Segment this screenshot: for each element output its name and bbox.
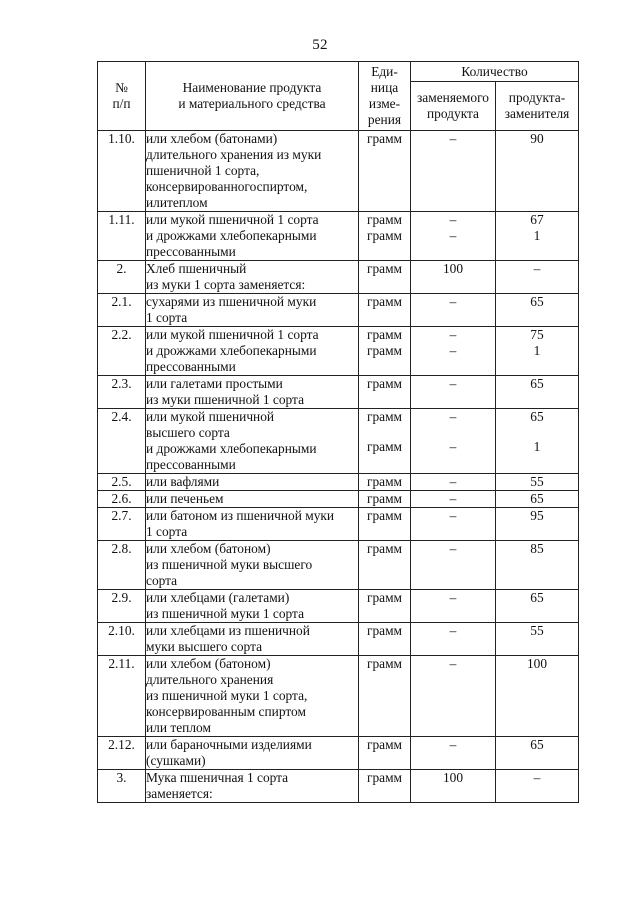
table-row [98,327,579,376]
unit-of-measure: грамм [359,770,411,803]
product-name: сухарями из пшеничной муки 1 сорта [146,294,359,327]
table-row [98,590,579,623]
replaced-quantity: – [411,656,496,737]
unit-of-measure: грамм [359,656,411,737]
row-number: 2. [98,261,146,294]
header-unit: Еди- ница изме- рения [359,62,411,131]
unit-of-measure: грамм [359,376,411,409]
replaced-quantity: – [411,590,496,623]
table-row [98,294,579,327]
table-row [98,541,579,590]
replaced-quantity: – – [411,327,496,376]
substitute-quantity: 65 [496,737,579,770]
table-row [98,409,579,474]
replaced-quantity: – [411,131,496,212]
product-name: или хлебцами из пшеничной муки высшего сорта [146,623,359,656]
row-number: 2.10. [98,623,146,656]
row-number: 2.3. [98,376,146,409]
replaced-quantity: – [411,541,496,590]
page-number: 52 [312,37,328,53]
product-name: или печеньем [146,491,359,508]
replaced-quantity: – [411,508,496,541]
table-row [98,131,579,212]
replaced-quantity: – [411,491,496,508]
unit-of-measure: грамм [359,508,411,541]
header-substitute: продукта- заменителя [496,82,579,131]
table-row [98,474,579,491]
row-number: 2.1. [98,294,146,327]
row-number: 1.10. [98,131,146,212]
unit-of-measure: грамм грамм [359,409,411,474]
unit-of-measure: грамм [359,294,411,327]
product-name: или хлебом (батоном) из пшеничной муки высшего сорта [146,541,359,590]
unit-of-measure: грамм грамм [359,212,411,261]
product-name: или бараночными изделиями (сушками) [146,737,359,770]
row-number: 2.2. [98,327,146,376]
table-row [98,770,579,803]
substitute-quantity: 55 [496,474,579,491]
product-name: или мукой пшеничной 1 сорта и дрожжами хлебопекарными прессованными [146,212,359,261]
row-number: 3. [98,770,146,803]
unit-of-measure: грамм [359,261,411,294]
substitute-quantity: 55 [496,623,579,656]
replaced-quantity: – [411,737,496,770]
row-number: 2.4. [98,409,146,474]
product-name: или вафлями [146,474,359,491]
unit-of-measure: грамм [359,131,411,212]
row-number: 2.12. [98,737,146,770]
row-number: 1.11. [98,212,146,261]
replaced-quantity: – [411,376,496,409]
product-name: Хлеб пшеничный из муки 1 сорта заменяется: [146,261,359,294]
substitute-quantity: 85 [496,541,579,590]
replaced-quantity: – [411,294,496,327]
replaced-quantity: – [411,474,496,491]
substitute-quantity: 90 [496,131,579,212]
replaced-quantity: – – [411,409,496,474]
table-row [98,737,579,770]
product-name: или хлебом (батоном) длительного хранения из пшеничной муки 1 сорта, консервированным спиртом или теплом [146,656,359,737]
unit-of-measure: грамм грамм [359,327,411,376]
substitute-quantity: 100 [496,656,579,737]
row-number: 2.5. [98,474,146,491]
header-quantity: Количество [411,62,579,82]
table-row [98,376,579,409]
table-row [98,623,579,656]
header-name: Наименование продукта и материального средства [146,62,359,131]
product-name: или мукой пшеничной 1 сорта и дрожжами хлебопекарными прессованными [146,327,359,376]
product-name: Мука пшеничная 1 сорта заменяется: [146,770,359,803]
replaced-quantity: – [411,623,496,656]
header-replaced: заменяемого продукта [411,82,496,131]
substitute-quantity: – [496,770,579,803]
table-row [98,261,579,294]
row-number: 2.11. [98,656,146,737]
replaced-quantity: 100 [411,770,496,803]
product-name: или хлебом (батонами) длительного хранения из муки пшеничной 1 сорта, консервированногоспиртом, илитеплом [146,131,359,212]
substitute-quantity: 65 [496,294,579,327]
substitute-quantity: 95 [496,508,579,541]
unit-of-measure: грамм [359,474,411,491]
product-name: или хлебцами (галетами) из пшеничной муки 1 сорта [146,590,359,623]
row-number: 2.7. [98,508,146,541]
product-name: или галетами простыми из муки пшеничной 1 сорта [146,376,359,409]
table-row [98,491,579,508]
table-row [98,212,579,261]
unit-of-measure: грамм [359,541,411,590]
substitute-quantity: 65 [496,376,579,409]
product-name: или мукой пшеничной высшего сорта и дрожжами хлебопекарными прессованными [146,409,359,474]
substitute-quantity: 65 1 [496,409,579,474]
replaced-quantity: 100 [411,261,496,294]
row-number: 2.8. [98,541,146,590]
substitute-quantity: 65 [496,590,579,623]
substitute-quantity: 67 1 [496,212,579,261]
substitute-quantity: 65 [496,491,579,508]
substitution-table [97,61,579,803]
table-row [98,656,579,737]
unit-of-measure: грамм [359,623,411,656]
header-number: № п/п [98,62,146,131]
product-name: или батоном из пшеничной муки 1 сорта [146,508,359,541]
row-number: 2.9. [98,590,146,623]
unit-of-measure: грамм [359,737,411,770]
row-number: 2.6. [98,491,146,508]
unit-of-measure: грамм [359,590,411,623]
replaced-quantity: – – [411,212,496,261]
substitute-quantity: – [496,261,579,294]
table-row [98,508,579,541]
unit-of-measure: грамм [359,491,411,508]
substitute-quantity: 75 1 [496,327,579,376]
